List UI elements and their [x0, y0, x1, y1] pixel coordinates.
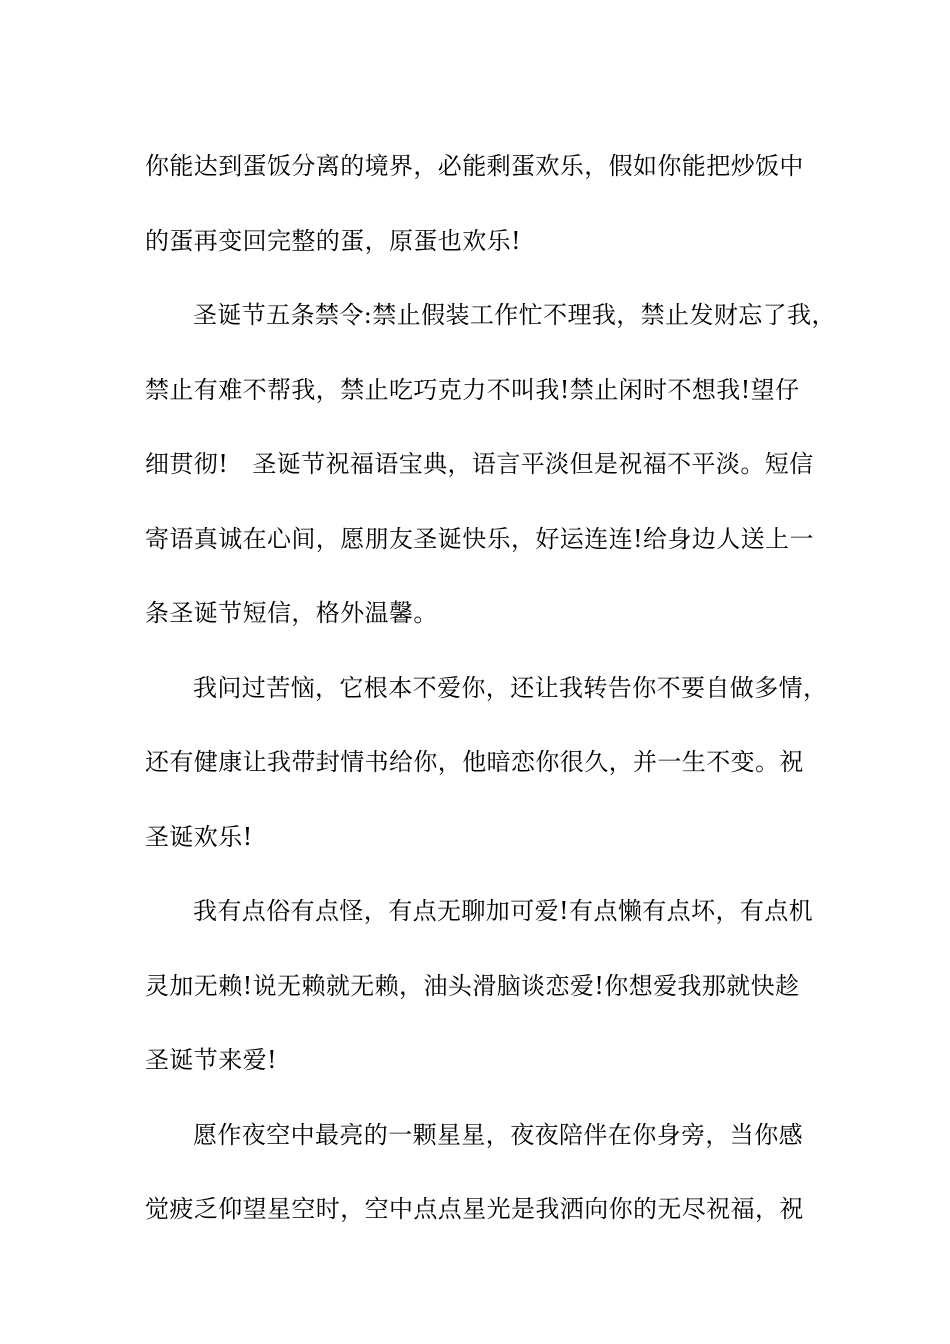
text-line-1: 你能达到蛋饭分离的境界，必能剩蛋欢乐，假如你能把炒饭中 — [145, 152, 804, 180]
text-line-14: 愿作夜空中最亮的一颗星星，夜夜陪伴在你身旁，当你感 — [193, 1120, 803, 1149]
text-line-12: 灵加无赖!说无赖就无赖，油头滑脑谈恋爱!你想爱我那就快趁 — [145, 971, 800, 1000]
text-line-2: 的蛋再变回完整的蛋，原蛋也欢乐! — [145, 226, 522, 255]
text-line-4: 禁止有难不帮我，禁止吃巧克力不叫我!禁止闲时不想我!望仔 — [145, 375, 800, 404]
text-line-7: 条圣诞节短信，格外温馨。 — [145, 599, 438, 627]
text-line-10: 圣诞欢乐! — [145, 822, 253, 851]
text-line-15: 觉疲乏仰望星空时，空中点点星光是我洒向你的无尽祝福，祝 — [145, 1195, 804, 1223]
text-line-13: 圣诞节来爱! — [145, 1046, 278, 1074]
text-line-9: 还有健康让我带封情书给你，他暗恋你很久，并一生不变。祝 — [145, 748, 804, 776]
document-body — [145, 129, 836, 1247]
text-line-8: 我问过苦恼，它根本不爱你，还让我转告你不要自做多情， — [193, 673, 828, 702]
text-line-11: 我有点俗有点怪，有点无聊加可爱!有点懒有点坏，有点机 — [193, 897, 814, 925]
text-line-5: 细贯彻! 圣诞节祝福语宝典，语言平淡但是祝福不平淡。短信 — [145, 450, 814, 478]
text-line-3: 圣诞节五条禁令:禁止假装工作忙不理我，禁止发财忘了我， — [193, 301, 836, 329]
text-line-6: 寄语真诚在心间，愿朋友圣诞快乐，好运连连!给身边人送上一 — [145, 524, 814, 553]
